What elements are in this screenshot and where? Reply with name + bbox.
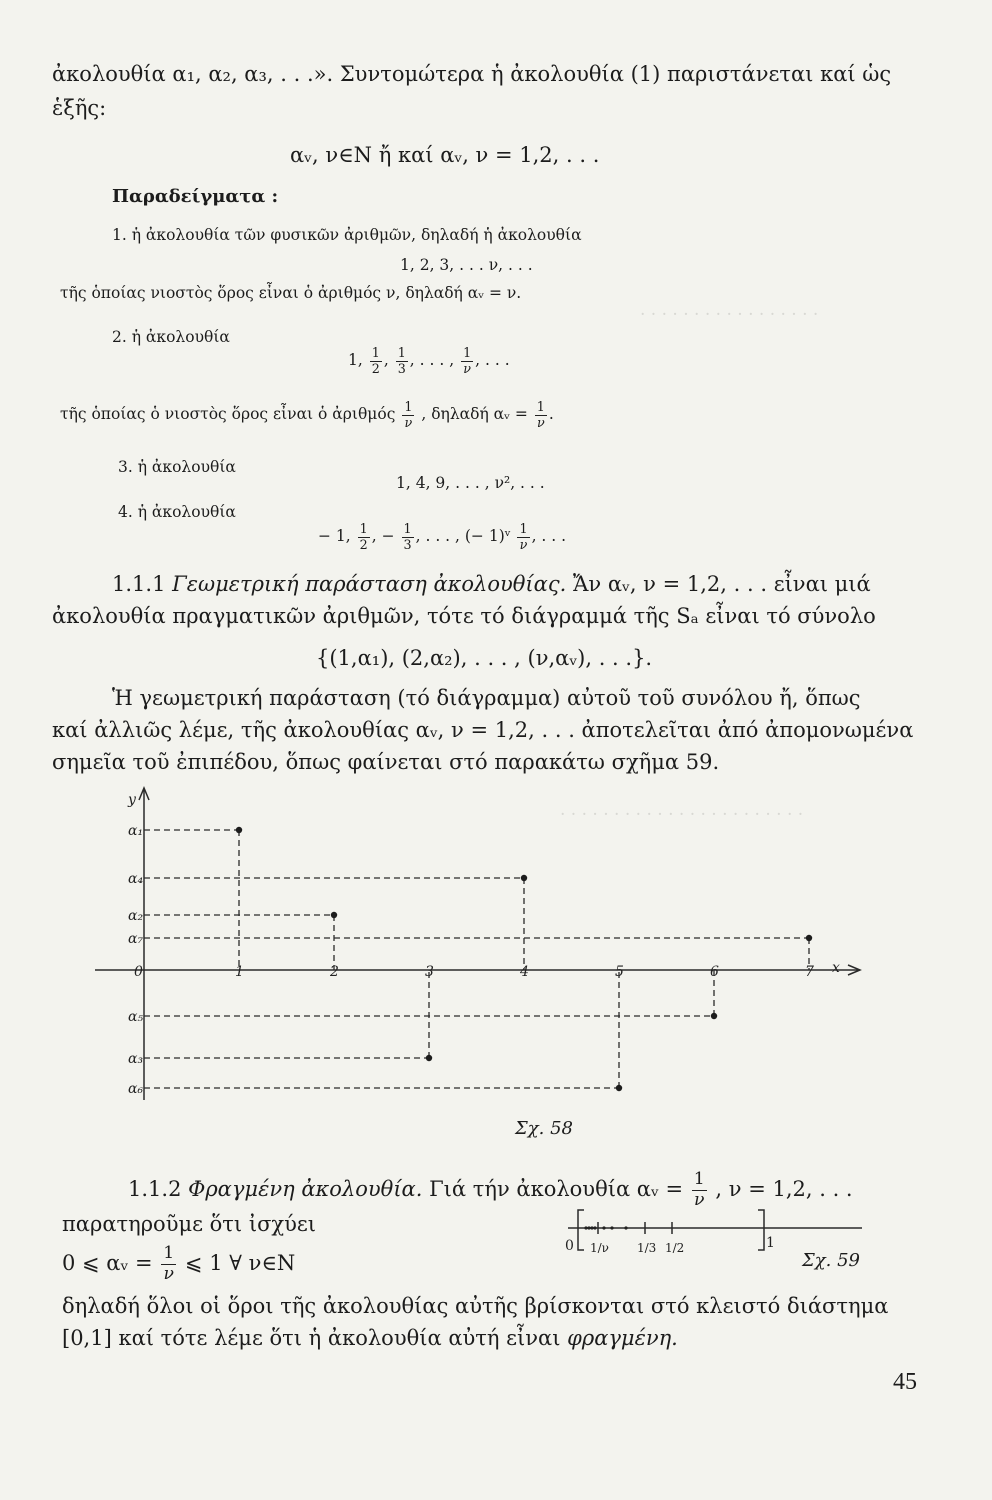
- example-1-sequence: 1, 2, 3, . . . ν, . . .: [400, 256, 533, 274]
- y-tick-label: α₅: [128, 1009, 144, 1025]
- sequence-point: [590, 1226, 593, 1229]
- fraction: $\frac{1}{\nu}$: [536, 399, 545, 430]
- section-1-1-1-heading: 1.1.1 Γεωμετρική παράσταση ἀκολουθίας. Ἄν αᵥ, ν = 1,2, . . . εἶναι μιά: [112, 572, 871, 596]
- x-axis-label: x: [832, 960, 840, 976]
- y-tick-label: α₂: [128, 908, 144, 924]
- left-bracket: [578, 1210, 584, 1250]
- fraction: $\frac{1}{3}$: [397, 345, 406, 376]
- sequence-point: [584, 1226, 587, 1229]
- y-axis-label: y: [128, 792, 136, 808]
- section-1-1-2-line-4: [0,1] καί τότε λέμε ὅτι ἡ ἀκολουθία αὐτή εἶναι φραγμένη.: [62, 1326, 678, 1350]
- example-1-description: τῆς ὁποίας νιοστὸς ὅρος εἶναι ὁ ἀριθμός ν, δηλαδή αᵥ = ν.: [60, 284, 522, 302]
- sequence-point: [593, 1226, 596, 1229]
- intro-line-2: ἑξῆς:: [52, 96, 107, 120]
- section-1-1-2-line-3: δηλαδή ὅλοι οἱ ὅροι τῆς ἀκολουθίας αὐτῆς βρίσκονται στό κλειστό διάστημα: [62, 1294, 889, 1318]
- section-1-1-1-line-4: καί ἀλλιῶς λέμε, τῆς ἀκολουθίας αᵥ, ν = 1,2, . . . ἀποτελεῖται ἀπό ἀπομονωμένα: [52, 718, 914, 742]
- bleed-through-text: . . . . . . . . . . . . . . . . . . . . . . .: [560, 800, 804, 820]
- fraction: $\frac{1}{\nu}$: [693, 1169, 705, 1210]
- figure-59-caption: Σχ. 59: [802, 1250, 860, 1271]
- example-3-label: 3. ἡ ἀκολουθία: [118, 458, 236, 476]
- bleed-through-text: . . . . . . . . . . . . . . . . .: [640, 300, 819, 320]
- fraction: $\frac{1}{2}$: [359, 521, 368, 552]
- intro-line-1: ἀκολουθία α₁, α₂, α₃, . . .». Συντομώτερα ἡ ἀκολουθία (1) παριστάνεται καί ὡς: [52, 62, 892, 86]
- section-1-1-2-heading: 1.1.2 Φραγμένη ἀκολουθία. Γιά τήν ἀκολουθία αᵥ = $\frac{1}{\nu}$ , ν = 1,2, . . .: [128, 1169, 853, 1210]
- x-tick-label: 3: [425, 964, 434, 980]
- figure-58-caption: Σχ. 58: [515, 1118, 573, 1139]
- sequence-point: [610, 1226, 613, 1229]
- x-tick-label: 1: [235, 964, 244, 980]
- section-1-1-1-line-3: Ἡ γεωμετρική παράσταση (τό διάγραμμα) αὐτοῦ τοῦ συνόλου ἤ, ὅπως: [112, 686, 861, 710]
- sequence-notation: αᵥ, ν∈N ἤ καί αᵥ, ν = 1,2, . . .: [290, 143, 600, 167]
- x-tick-label: 6: [710, 964, 719, 980]
- examples-heading: Παραδείγματα :: [112, 186, 279, 207]
- x-tick-label: 7: [805, 964, 814, 980]
- sequence-point: [624, 1226, 627, 1229]
- section-1-1-2-line-2: παρατηροῦμε ὅτι ἰσχύει: [62, 1212, 317, 1236]
- one-label: 1: [766, 1235, 775, 1251]
- sequence-point: [602, 1226, 605, 1229]
- fraction: $\frac{1}{2}$: [371, 345, 380, 376]
- y-tick-label: α₃: [128, 1051, 144, 1067]
- x-tick-label: 5: [615, 964, 624, 980]
- y-tick-label: α₇: [128, 931, 144, 947]
- tick-label-1-over-2: 1/2: [665, 1241, 685, 1255]
- page-number: 45: [893, 1369, 917, 1395]
- fraction: $\frac{1}{\nu}$: [463, 345, 472, 376]
- right-bracket: [758, 1210, 764, 1250]
- example-2-description: τῆς ὁποίας ὁ νιοστὸς ὅρος εἶναι ὁ ἀριθμός $\frac{1}{\nu}$ , δηλαδή αᵥ = $\frac{1}{\nu}$ .: [60, 399, 554, 430]
- example-4-sequence: − 1, $\frac{1}{2}$ , − $\frac{1}{3}$ , . . . , (− 1)ᵛ $\frac{1}{\nu}$ , . . .: [318, 521, 567, 552]
- fraction: $\frac{1}{\nu}$: [404, 399, 413, 430]
- fraction: $\frac{1}{\nu}$: [519, 521, 528, 552]
- section-1-1-1-line-2: ἀκολουθία πραγματικῶν ἀριθμῶν, τότε τό διάγραμμά τῆς Sₐ εἶναι τό σύνολο: [52, 604, 876, 628]
- example-2-label: 2. ἡ ἀκολουθία: [112, 328, 230, 346]
- bounded-inequality: 0 ⩽ αᵥ = $\frac{1}{\nu}$ ⩽ 1 ∀ ν∈N: [62, 1243, 296, 1284]
- tick-label-1-over-nu: 1/ν: [590, 1241, 609, 1255]
- y-tick-label: α₁: [128, 823, 144, 839]
- zero-label: 0: [565, 1238, 574, 1254]
- fraction: $\frac{1}{\nu}$: [163, 1243, 175, 1284]
- x-tick-label: 2: [330, 964, 339, 980]
- example-2-sequence: 1, $\frac{1}{2}$ , $\frac{1}{3}$ , . . . , $\frac{1}{\nu}$ , . . .: [348, 345, 510, 376]
- example-4-label: 4. ἡ ἀκολουθία: [118, 503, 236, 521]
- x-tick-label: 4: [520, 964, 529, 980]
- diagram-set: {(1,α₁), (2,α₂), . . . , (ν,αᵥ), . . .}.: [316, 646, 653, 670]
- example-1-label: 1. ἡ ἀκολουθία τῶν φυσικῶν ἀριθμῶν, δηλαδή ἡ ἀκολουθία: [112, 226, 582, 244]
- fraction: $\frac{1}{3}$: [403, 521, 412, 552]
- origin-label: 0: [134, 964, 143, 980]
- y-tick-label: α₄: [128, 871, 144, 887]
- y-tick-label: α₆: [128, 1081, 144, 1097]
- section-1-1-1-line-5: σημεῖα τοῦ ἐπιπέδου, ὅπως φαίνεται στό παρακάτω σχῆμα 59.: [52, 750, 720, 774]
- tick-label-1-over-3: 1/3: [637, 1241, 657, 1255]
- sequence-point: [587, 1226, 590, 1229]
- example-3-sequence: 1, 4, 9, . . . , ν², . . .: [396, 474, 545, 492]
